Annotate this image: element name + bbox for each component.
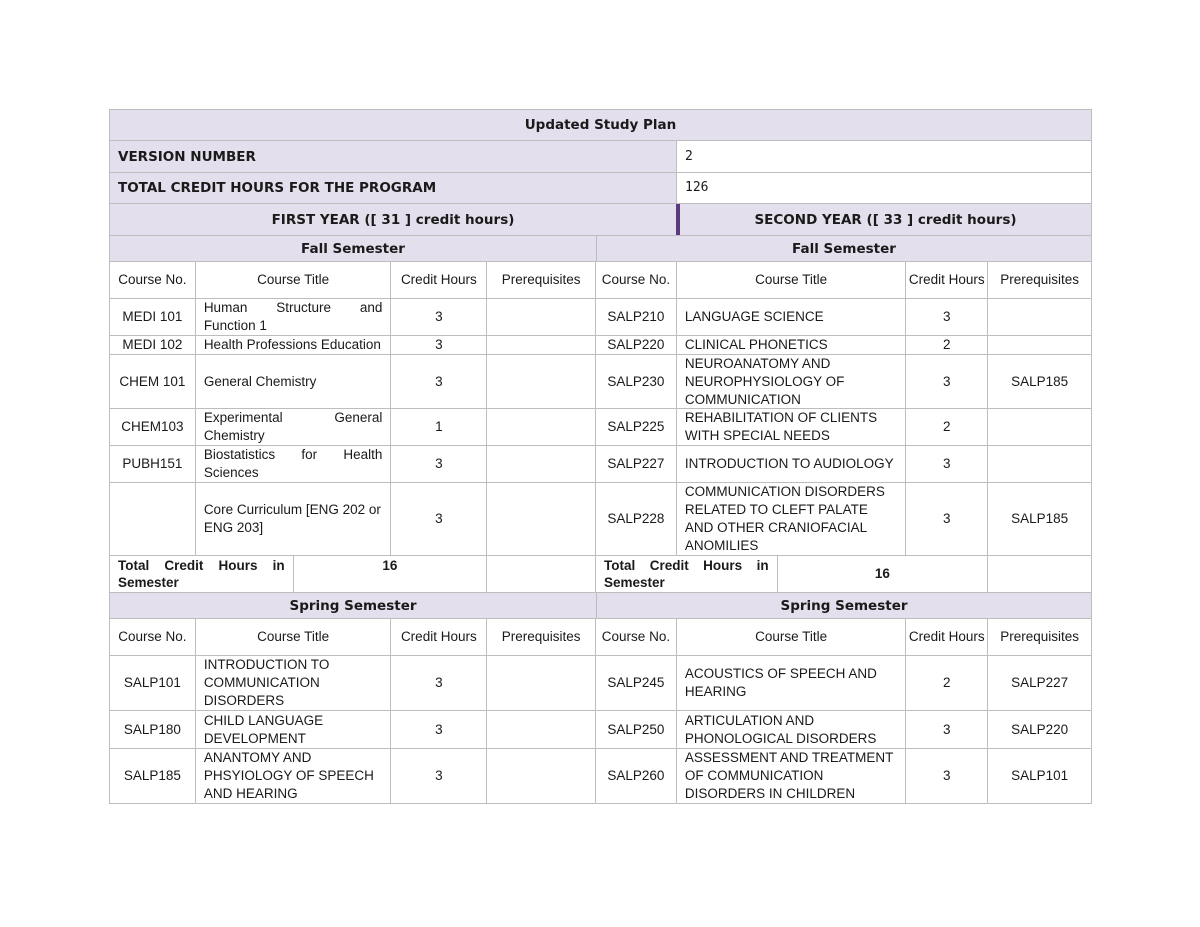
course-title: ANANTOMY AND PHSYIOLOGY OF SPEECH AND HEARING bbox=[195, 749, 391, 803]
version-value: 2 bbox=[676, 141, 1091, 172]
column-header-row bbox=[109, 262, 1092, 299]
course-title: ARTICULATION AND PHONOLOGICAL DISORDERS bbox=[676, 711, 906, 748]
fall-semester-heading-first: Fall Semester bbox=[301, 240, 405, 257]
table-row bbox=[109, 409, 1092, 446]
col-course-title: Course Title bbox=[195, 619, 391, 655]
col-credit-hours: Credit Hours bbox=[390, 619, 486, 655]
prerequisites bbox=[486, 656, 595, 710]
semester-total-label: Total Credit Hours in Semester bbox=[118, 558, 285, 590]
prerequisites bbox=[486, 483, 595, 555]
course-no: SALP245 bbox=[595, 656, 676, 710]
table-row bbox=[109, 656, 1092, 711]
semester-total-row bbox=[109, 556, 1092, 593]
version-label: VERSION NUMBER bbox=[110, 141, 676, 172]
course-title: COMMUNICATION DISORDERS RELATED TO CLEFT PALATE AND OTHER CRANIOFACIAL ANOMILIES bbox=[676, 483, 906, 555]
spring-semester-row bbox=[109, 593, 1092, 619]
course-no: SALP230 bbox=[595, 355, 676, 408]
table-row bbox=[109, 355, 1092, 409]
spring-semester-heading-second: Spring Semester bbox=[596, 593, 1091, 618]
study-plan-table bbox=[109, 109, 1092, 804]
version-row bbox=[109, 141, 1092, 173]
prerequisites: SALP220 bbox=[987, 711, 1091, 748]
course-title: Experimental General Chemistry bbox=[195, 409, 391, 445]
credit-hours: 3 bbox=[905, 446, 987, 482]
col-course-title: Course Title bbox=[195, 262, 391, 298]
prerequisites bbox=[486, 299, 595, 335]
col-credit-hours: Credit Hours bbox=[905, 262, 987, 298]
prerequisites bbox=[987, 299, 1091, 335]
semester-total-label: Total Credit Hours in Semester bbox=[595, 556, 777, 592]
credit-hours: 2 bbox=[905, 336, 987, 354]
credit-hours: 3 bbox=[390, 299, 486, 335]
credit-hours: 3 bbox=[905, 483, 987, 555]
col-credit-hours: Credit Hours bbox=[905, 619, 987, 655]
credit-hours: 3 bbox=[390, 446, 486, 482]
prerequisites bbox=[987, 336, 1091, 354]
course-title: INTRODUCTION TO COMMUNICATION DISORDERS bbox=[195, 656, 391, 710]
spring-semester-heading-first: Spring Semester bbox=[289, 597, 417, 614]
table-row bbox=[109, 483, 1092, 556]
prerequisites: SALP185 bbox=[987, 355, 1091, 408]
prerequisites: SALP185 bbox=[987, 483, 1091, 555]
course-no: CHEM103 bbox=[121, 419, 184, 434]
col-course-no: Course No. bbox=[595, 619, 676, 655]
col-course-title: Course Title bbox=[676, 262, 906, 298]
credit-hours: 3 bbox=[905, 711, 987, 748]
col-course-no: Course No. bbox=[118, 629, 187, 644]
course-title: General Chemistry bbox=[195, 355, 391, 408]
course-title: REHABILITATION OF CLIENTS WITH SPECIAL NEEDS bbox=[676, 409, 906, 445]
prerequisites bbox=[486, 409, 595, 445]
course-title: CHILD LANGUAGE DEVELOPMENT bbox=[195, 711, 391, 748]
table-row bbox=[109, 446, 1092, 483]
course-no: SALP185 bbox=[123, 768, 181, 783]
course-title: INTRODUCTION TO AUDIOLOGY bbox=[676, 446, 906, 482]
course-title: Health Professions Education bbox=[195, 336, 391, 354]
fall-semester-heading-second: Fall Semester bbox=[596, 236, 1091, 261]
credit-hours: 3 bbox=[390, 355, 486, 408]
course-title: ASSESSMENT AND TREATMENT OF COMMUNICATION DISORDERS IN CHILDREN bbox=[676, 749, 906, 803]
col-prerequisites: Prerequisites bbox=[987, 619, 1091, 655]
col-prerequisites: Prerequisites bbox=[987, 262, 1091, 298]
credit-hours: 1 bbox=[390, 409, 486, 445]
course-no: SALP250 bbox=[595, 711, 676, 748]
semester-total-empty bbox=[486, 556, 595, 592]
credit-hours: 3 bbox=[390, 711, 486, 748]
credit-hours: 3 bbox=[390, 483, 486, 555]
course-title: LANGUAGE SCIENCE bbox=[676, 299, 906, 335]
course-no: SALP227 bbox=[595, 446, 676, 482]
semester-total-empty bbox=[987, 556, 1091, 592]
credit-hours: 3 bbox=[905, 749, 987, 803]
table-row bbox=[109, 336, 1092, 355]
credit-hours: 3 bbox=[390, 749, 486, 803]
column-header-row bbox=[109, 619, 1092, 656]
course-no: MEDI 101 bbox=[122, 309, 183, 324]
prerequisites bbox=[486, 446, 595, 482]
credit-hours: 2 bbox=[905, 656, 987, 710]
prerequisites bbox=[486, 355, 595, 408]
first-year-heading: FIRST YEAR ([ 31 ] credit hours) bbox=[271, 211, 515, 228]
table-row bbox=[109, 299, 1092, 336]
prerequisites bbox=[486, 336, 595, 354]
course-no: MEDI 102 bbox=[122, 337, 183, 352]
prerequisites: SALP227 bbox=[987, 656, 1091, 710]
course-no: SALP260 bbox=[595, 749, 676, 803]
course-title: Human Structure and Function 1 bbox=[195, 299, 391, 335]
table-title-row bbox=[109, 109, 1092, 141]
course-title: CLINICAL PHONETICS bbox=[676, 336, 906, 354]
col-credit-hours: Credit Hours bbox=[390, 262, 486, 298]
credit-hours: 3 bbox=[905, 355, 987, 408]
col-prerequisites: Prerequisites bbox=[486, 262, 595, 298]
col-course-title: Course Title bbox=[676, 619, 906, 655]
credit-hours: 3 bbox=[905, 299, 987, 335]
credit-hours: 3 bbox=[390, 656, 486, 710]
credit-hours: 2 bbox=[905, 409, 987, 445]
col-course-no: Course No. bbox=[118, 272, 187, 287]
course-no: SALP225 bbox=[595, 409, 676, 445]
col-course-no: Course No. bbox=[595, 262, 676, 298]
prerequisites bbox=[987, 409, 1091, 445]
prerequisites bbox=[987, 446, 1091, 482]
table-row bbox=[109, 711, 1092, 749]
prerequisites bbox=[486, 749, 595, 803]
course-no: SALP220 bbox=[595, 336, 676, 354]
prerequisites bbox=[486, 711, 595, 748]
course-title: Core Curriculum [ENG 202 or ENG 203] bbox=[195, 483, 391, 555]
total-hours-value: 126 bbox=[676, 173, 1091, 203]
prerequisites: SALP101 bbox=[987, 749, 1091, 803]
course-title: NEUROANATOMY AND NEUROPHYSIOLOGY OF COMMUNICATION bbox=[676, 355, 906, 408]
page-title: Updated Study Plan bbox=[524, 117, 677, 133]
col-prerequisites: Prerequisites bbox=[486, 619, 595, 655]
second-year-heading: SECOND YEAR ([ 33 ] credit hours) bbox=[676, 204, 1091, 235]
course-no bbox=[110, 483, 195, 555]
course-title: Biostatistics for Health Sciences bbox=[195, 446, 391, 482]
course-no: SALP228 bbox=[595, 483, 676, 555]
course-no: PUBH151 bbox=[122, 456, 183, 471]
course-no: CHEM 101 bbox=[119, 373, 186, 389]
credit-hours: 3 bbox=[390, 336, 486, 354]
fall-semester-row bbox=[109, 236, 1092, 262]
year-header-row bbox=[109, 204, 1092, 236]
semester-total-value: 16 bbox=[777, 556, 988, 592]
course-no: SALP180 bbox=[123, 721, 181, 737]
course-no: SALP210 bbox=[595, 299, 676, 335]
total-hours-label: TOTAL CREDIT HOURS FOR THE PROGRAM bbox=[110, 173, 676, 203]
course-no: SALP101 bbox=[123, 675, 181, 690]
semester-total-value: 16 bbox=[293, 556, 487, 592]
total-hours-row bbox=[109, 173, 1092, 204]
table-row bbox=[109, 749, 1092, 804]
course-title: ACOUSTICS OF SPEECH AND HEARING bbox=[676, 656, 906, 710]
